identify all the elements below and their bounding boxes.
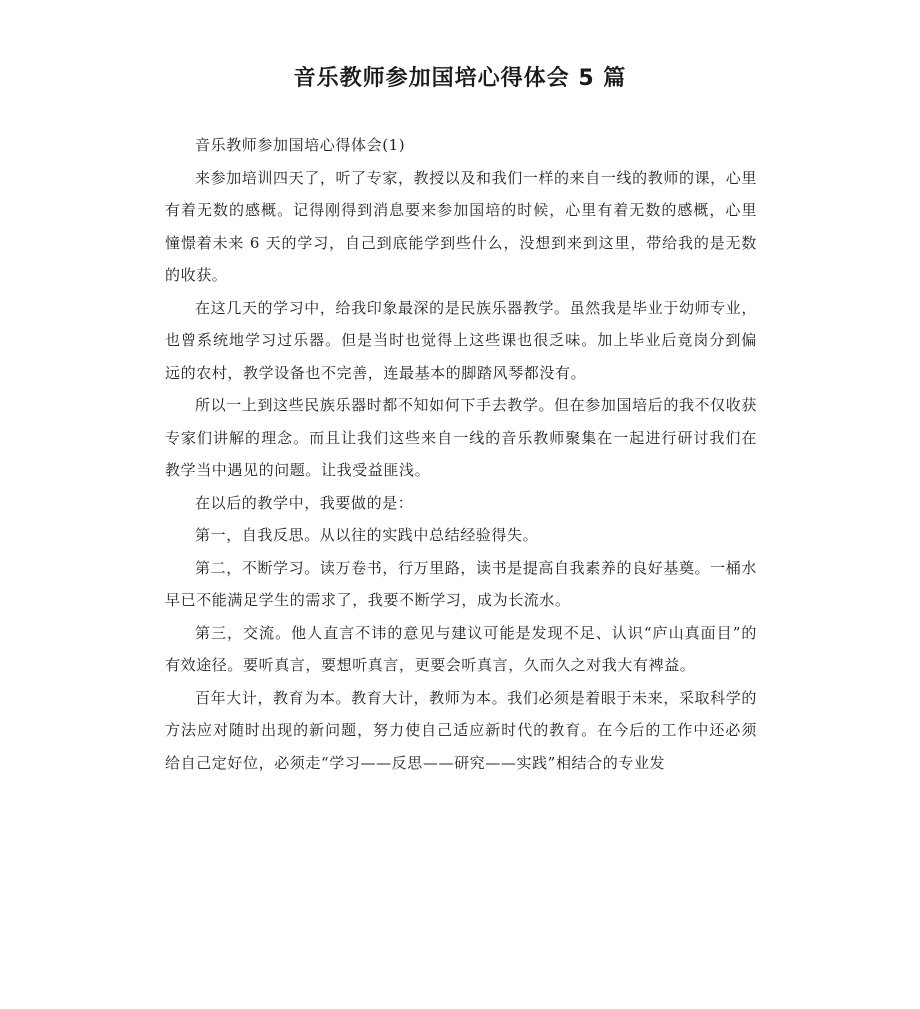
paragraph: 在以后的教学中，我要做的是： bbox=[195, 493, 414, 512]
paragraph-subtitle: 音乐教师参加国培心得体会(1) bbox=[195, 136, 406, 154]
paragraph: 所以一上到这些民族乐器时都不知如何下手去教学。但在参加国培后的我不仅收获专家们讲解的理念。而且让我们这些来自一线的音乐教师聚集在一起进行研讨我们在教学当中遇见的问题。让我受益匪浅。 bbox=[165, 396, 757, 479]
paragraph: 第二，不断学习。读万卷书，行万里路，读书是提高自我素养的良好基奠。一桶水早已不能满足学生的需求了，我要不断学习，成为长流水。 bbox=[165, 558, 757, 609]
paragraph: 百年大计，教育为本。教育大计，教师为本。我们必须是着眼于未来，采取科学的方法应对随时出现的新问题，努力使自己适应新时代的教育。在今后的工作中还必须给自己定好位，必须走“学习——反思——研究——实践”相结合的专业发 bbox=[165, 688, 757, 772]
paragraph: 第一，自我反思。从以往的实践中总结经验得失。 bbox=[195, 526, 539, 544]
paragraph: 在这几天的学习中，给我印象最深的是民族乐器教学。虽然我是毕业于幼师专业，也曾系统地学习过乐器。但是当时也觉得上这些课也很乏味。加上毕业后竟岗分到偏远的农村，教学设备也不完善，连最基本的脚踏风琴都没有。 bbox=[165, 298, 757, 382]
paragraph: 第三，交流。他人直言不讳的意见与建议可能是发现不足、认识“庐山真面目”的有效途径。要听真言，要想听真言，更要会听真言，久而久之对我大有裨益。 bbox=[165, 623, 757, 674]
document-body bbox=[165, 129, 757, 779]
document-title: 音乐教师参加国培心得体会 5 篇 bbox=[293, 66, 627, 91]
paragraph: 来参加培训四天了，听了专家，教授以及和我们一样的来自一线的教师的课，心里有着无数的感概。记得刚得到消息要来参加国培的时候，心里有着无数的感概，心里憧憬着未来 6 天的学习，自己到底能学到些什么，没想到来到这里，带给我的是无数的收获。 bbox=[165, 168, 757, 284]
